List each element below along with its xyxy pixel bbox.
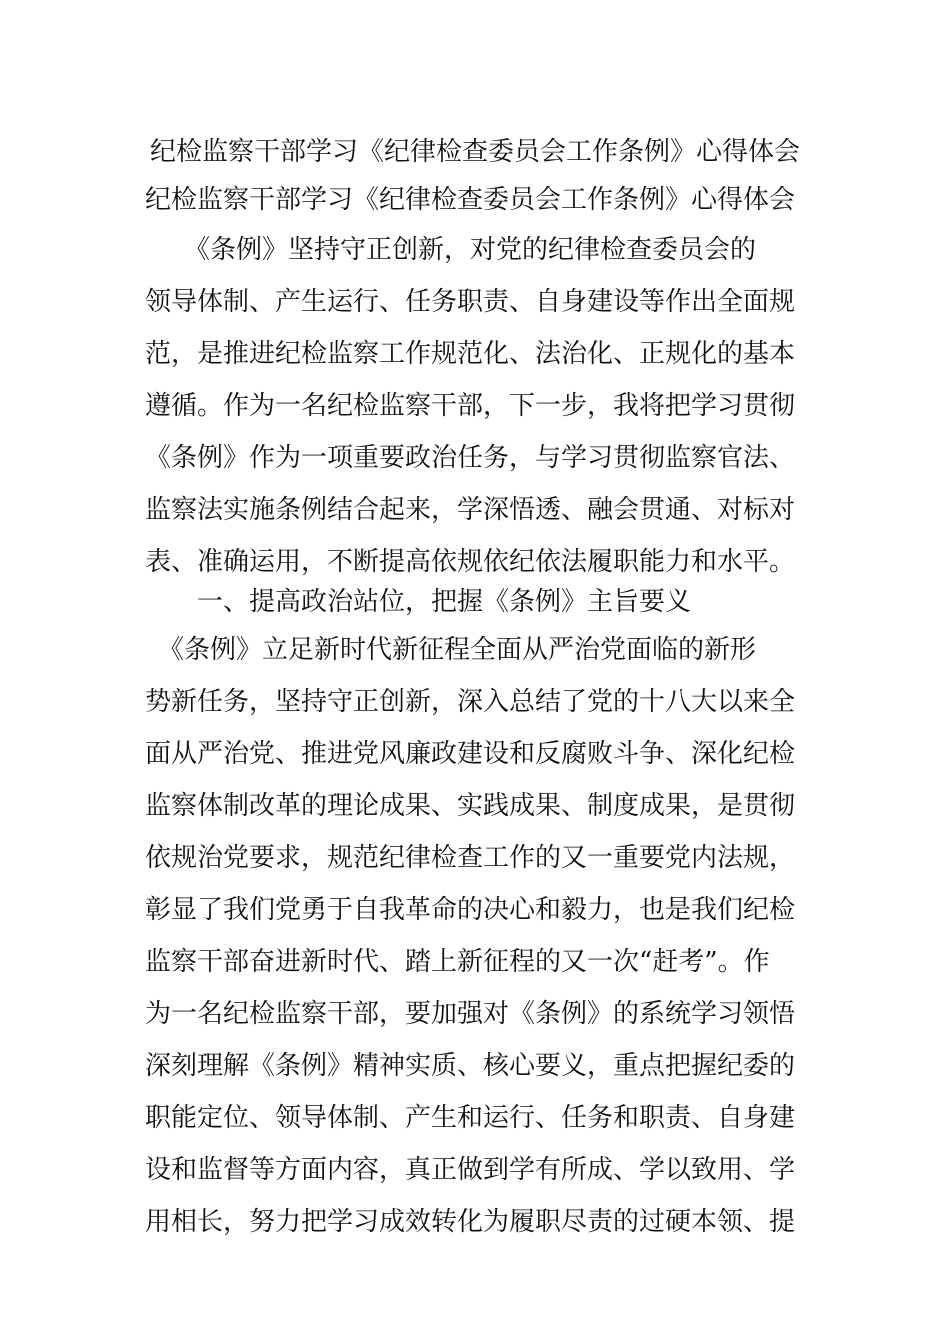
body-line: 领导体制、产生运行、任务职责、自身建设等作出全面规 — [145, 287, 796, 317]
body-line: 职能定位、领导体制、产生和运行、任务和职责、自身建 — [145, 1103, 796, 1133]
body-line: 为一名纪检监察干部，要加强对《条例》的系统学习领悟 — [145, 999, 796, 1029]
body-line: 范，是推进纪检监察工作规范化、法治化、正规化的基本 — [145, 339, 796, 369]
body-line: 监察法实施条例结合起来，学深悟透、融会贯通、对标对 — [145, 495, 796, 525]
body-line: 彰显了我们党勇于自我革命的决心和毅力，也是我们纪检 — [145, 895, 796, 925]
body-line: 《条例》坚持守正创新，对党的纪律检查委员会的 — [145, 235, 757, 265]
section-heading: 一、提高政治站位，把握《条例》主旨要义 — [145, 587, 692, 617]
body-line: 面从严治党、推进党风廉政建设和反腐败斗争、深化纪检 — [145, 739, 796, 769]
body-line: 设和监督等方面内容，真正做到学有所成、学以致用、学 — [145, 1155, 796, 1185]
body-line: 势新任务，坚持守正创新，深入总结了党的十八大以来全 — [145, 687, 796, 717]
body-line: 《条例》作为一项重要政治任务，与学习贯彻监察官法、 — [145, 443, 796, 473]
body-line: 依规治党要求，规范纪律检查工作的又一重要党内法规， — [145, 843, 796, 873]
body-line: 监察干部奋进新时代、踏上新征程的又一次“赶考”。作 — [145, 947, 770, 977]
document-title: 纪检监察干部学习《纪律检查委员会工作条例》心得体会 — [150, 137, 801, 167]
body-line: 监察体制改革的理论成果、实践成果、制度成果，是贯彻 — [145, 791, 796, 821]
body-line: 遵循。作为一名纪检监察干部，下一步，我将把学习贯彻 — [145, 391, 796, 421]
body-line: 《条例》立足新时代新征程全面从严治党面临的新形 — [145, 635, 757, 665]
body-line: 深刻理解《条例》精神实质、核心要义，重点把握纪委的 — [145, 1051, 796, 1081]
document-subtitle: 纪检监察干部学习《纪律检查委员会工作条例》心得体会 — [145, 185, 796, 215]
body-line: 用相长，努力把学习成效转化为履职尽责的过硬本领、提 — [145, 1207, 796, 1237]
body-line: 表、准确运用，不断提高依规依纪依法履职能力和水平。 — [145, 547, 796, 577]
